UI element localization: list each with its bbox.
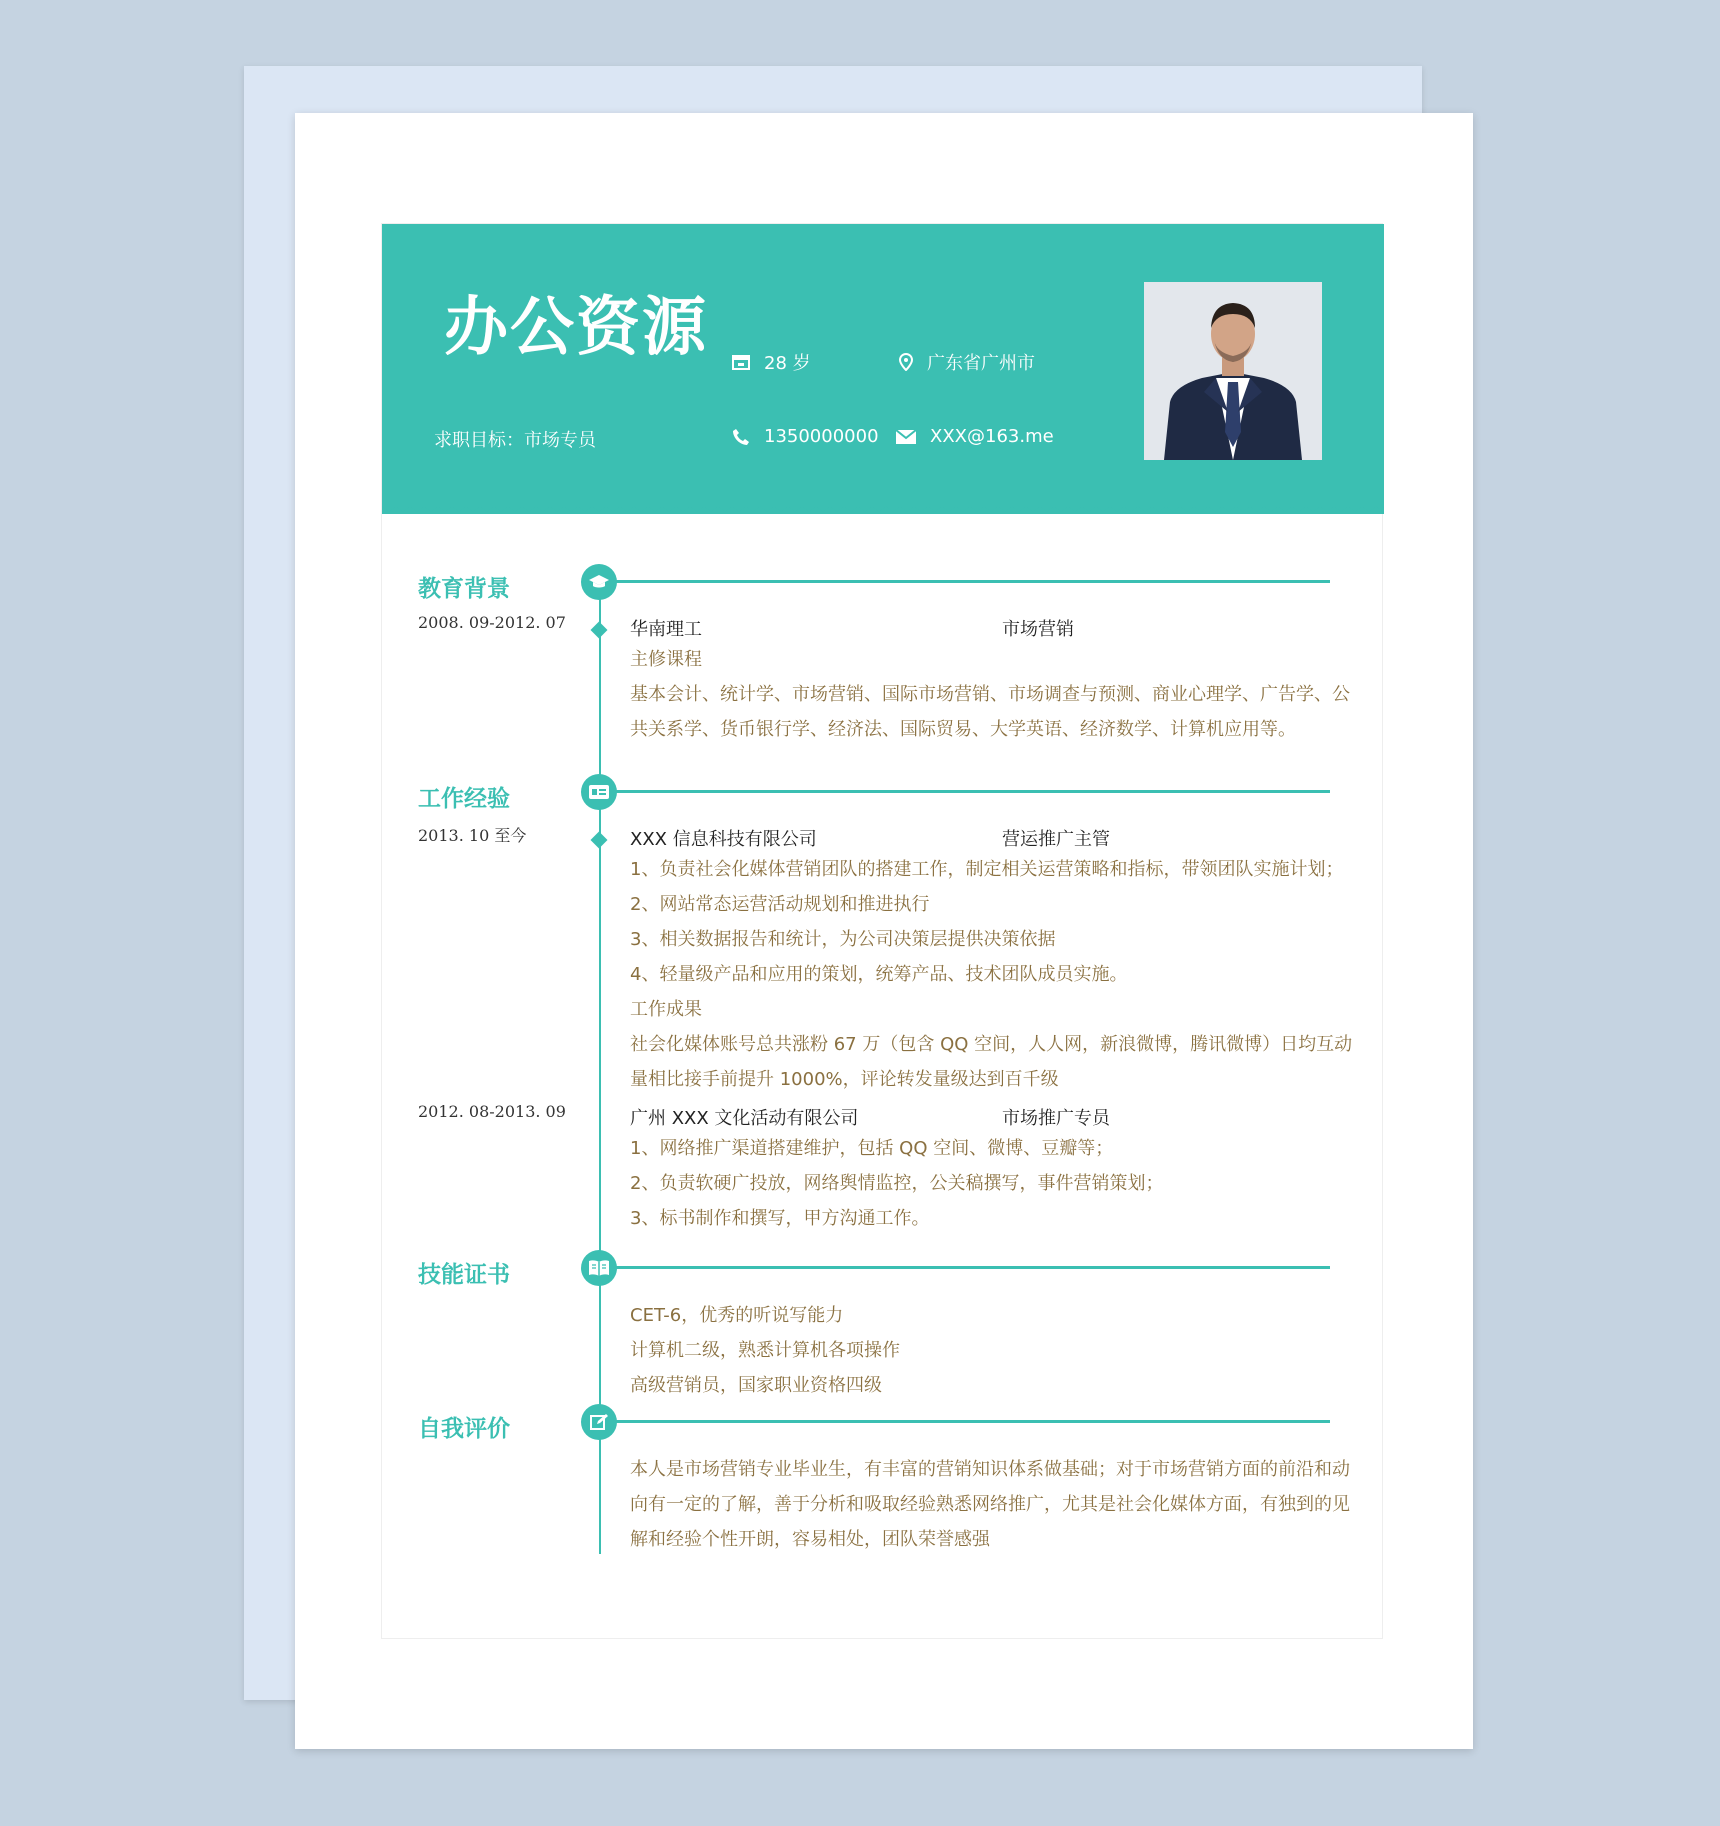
job-details xyxy=(630,1131,1163,1236)
self-eval-title: 自我评价 xyxy=(418,1416,510,1442)
results-label: 工作成果 xyxy=(630,999,702,1020)
result-line: 量相比接手前提升 1000%，评论转发量级达到百千级 xyxy=(630,1069,1059,1090)
book-icon xyxy=(581,1250,617,1286)
school-name: 华南理工 xyxy=(630,619,702,640)
duty-item: 1、网络推广渠道搭建维护，包括 QQ 空间、微博、豆瓣等； xyxy=(630,1138,1114,1159)
graduation-cap-icon xyxy=(581,564,617,600)
email-info xyxy=(896,426,1054,447)
job-position: 营运推广主管 xyxy=(1002,829,1110,850)
skills-title: 技能证书 xyxy=(418,1262,510,1288)
phone-text: 1350000000 xyxy=(764,426,879,447)
duty-item: 2、网站常态运营活动规划和推进执行 xyxy=(630,894,930,915)
email-text: XXX@163.me xyxy=(930,426,1054,447)
duty-item: 3、相关数据报告和统计，为公司决策层提供决策依据 xyxy=(630,929,1056,950)
courses-block xyxy=(630,642,1350,747)
age-info xyxy=(732,349,811,375)
calendar-icon xyxy=(732,354,750,370)
job-date: 2012. 08-2013. 09 xyxy=(418,1102,566,1121)
phone-info xyxy=(732,426,879,447)
phone-icon xyxy=(732,428,750,446)
resume-page xyxy=(381,223,1383,1639)
timeline-marker xyxy=(591,832,608,849)
job-target: 求职目标：市场专员 xyxy=(434,430,596,451)
skill-item: 计算机二级，熟悉计算机各项操作 xyxy=(630,1340,900,1361)
experience-title: 工作经验 xyxy=(418,786,510,812)
courses-label: 主修课程 xyxy=(630,649,702,670)
self-eval-divider xyxy=(616,1420,1330,1423)
self-eval-line: 本人是市场营销专业毕业生，有丰富的营销知识体系做基础；对于市场营销方面的前沿和动 xyxy=(630,1459,1350,1480)
job-position: 市场推广专员 xyxy=(1002,1108,1110,1129)
candidate-name: 办公资源 xyxy=(444,291,708,365)
major-name: 市场营销 xyxy=(1002,619,1074,640)
skills-divider xyxy=(616,1266,1330,1269)
duty-item: 1、负责社会化媒体营销团队的搭建工作，制定相关运营策略和指标，带领团队实施计划； xyxy=(630,859,1344,880)
age-text: 28 岁 xyxy=(764,353,811,374)
header-zigzag-edge xyxy=(382,498,1384,516)
resume-header xyxy=(382,224,1384,514)
duty-item: 2、负责软硬广投放，网络舆情监控，公关稿撰写，事件营销策划； xyxy=(630,1173,1164,1194)
courses-line: 共关系学、货币银行学、经济法、国际贸易、大学英语、经济数学、计算机应用等。 xyxy=(630,719,1296,740)
result-line: 社会化媒体账号总共涨粉 67 万（包含 QQ 空间，人人网，新浪微博，腾讯微博）日均互动 xyxy=(630,1034,1353,1055)
self-eval-line: 向有一定的了解，善于分析和吸取经验熟悉网络推广，尤其是社会化媒体方面，有独到的见 xyxy=(630,1494,1350,1515)
mail-icon xyxy=(896,430,916,444)
job-details xyxy=(630,852,1352,1097)
edit-icon xyxy=(581,1404,617,1440)
profile-photo xyxy=(1144,282,1322,460)
skills-list xyxy=(630,1298,900,1403)
job-date: 2013. 10 至今 xyxy=(418,826,527,845)
education-divider xyxy=(616,580,1330,583)
self-eval-line: 解和经验个性开朗，容易相处，团队荣誉感强 xyxy=(630,1529,990,1550)
company-name: 广州 XXX 文化活动有限公司 xyxy=(630,1108,859,1129)
skill-item: 高级营销员，国家职业资格四级 xyxy=(630,1375,882,1396)
education-title: 教育背景 xyxy=(418,576,510,602)
education-date: 2008. 09-2012. 07 xyxy=(418,613,566,632)
company-name: XXX 信息科技有限公司 xyxy=(630,829,817,850)
timeline-marker xyxy=(591,622,608,639)
location-text: 广东省广州市 xyxy=(927,353,1035,374)
self-eval-text xyxy=(630,1452,1350,1557)
courses-line: 基本会计、统计学、市场营销、国际市场营销、市场调查与预测、商业心理学、广告学、公 xyxy=(630,684,1350,705)
location-pin-icon xyxy=(899,353,913,371)
duty-item: 4、轻量级产品和应用的策划，统筹产品、技术团队成员实施。 xyxy=(630,964,1128,985)
location-info xyxy=(899,349,1035,375)
duty-item: 3、标书制作和撰写，甲方沟通工作。 xyxy=(630,1208,930,1229)
id-card-icon xyxy=(581,774,617,810)
experience-divider xyxy=(616,790,1330,793)
skill-item: CET-6，优秀的听说写能力 xyxy=(630,1305,844,1326)
